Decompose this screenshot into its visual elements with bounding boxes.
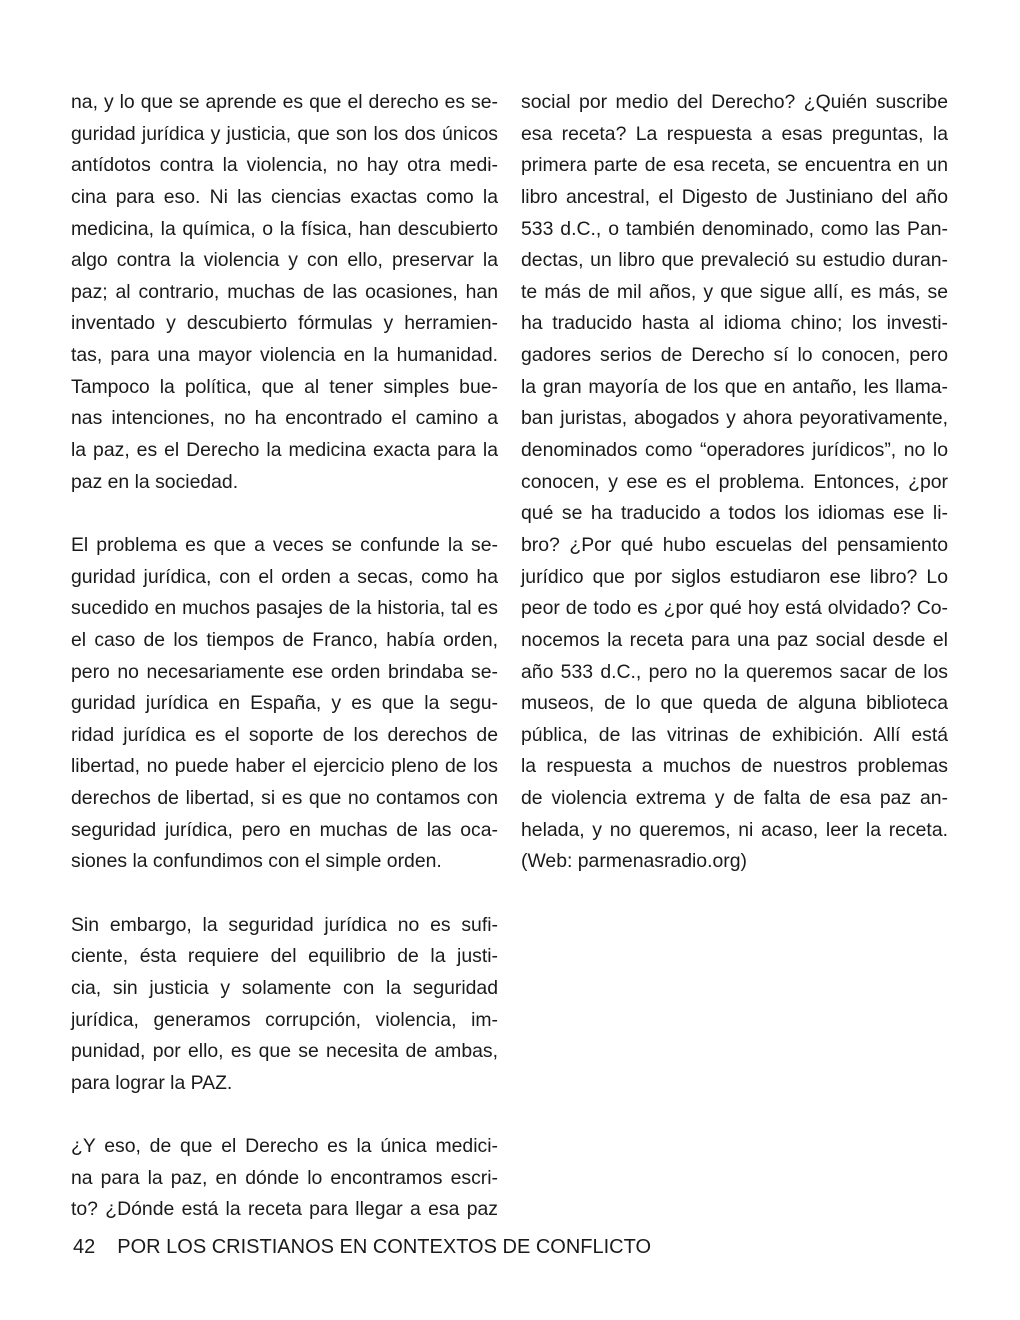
text-line: la respuesta a muchos de nuestros problemas	[521, 755, 948, 778]
text-line: inventado y descubierto fórmulas y herramien-	[71, 312, 498, 335]
text-line: nas intenciones, no ha encontrado el camino a	[71, 407, 498, 430]
text-line: guridad jurídica y justicia, que son los dos únicos	[71, 122, 498, 145]
text-line: ¿Y eso, de que el Derecho es la única medici-	[71, 1135, 498, 1158]
text-line: tas, para una mayor violencia en la humanidad.	[71, 344, 498, 367]
text-line: para lograr la PAZ.	[71, 1071, 233, 1094]
text-line: na para la paz, en dónde lo encontramos escri-	[71, 1166, 498, 1189]
text-line: guridad jurídica, con el orden a secas, como ha	[71, 565, 498, 588]
paragraph-gap	[71, 498, 498, 530]
text-line: nocemos la receta para una paz social desde el	[521, 628, 948, 651]
text-line: denominados como “operadores jurídicos”, no lo	[521, 439, 948, 462]
text-line: punidad, por ello, es que se necesita de ambas,	[71, 1040, 498, 1063]
text-line: año 533 d.C., pero no la queremos sacar de los	[521, 660, 948, 683]
text-line: ha traducido hasta al idioma chino; los investi-	[521, 312, 948, 335]
text-line: siones la confundimos con el simple orden.	[71, 850, 442, 873]
text-line: qué se ha traducido a todos los idiomas ese li-	[521, 502, 948, 525]
text-line: la gran mayoría de los que en antaño, les llama-	[521, 375, 948, 398]
text-line: cina para eso. Ni las ciencias exactas como la	[71, 185, 498, 208]
right-column	[521, 87, 948, 878]
text-line: algo contra la violencia y con ello, preservar la	[71, 249, 498, 272]
text-line: helada, y no queremos, ni acaso, leer la receta.	[521, 818, 948, 841]
text-line: bro? ¿Por qué hubo escuelas del pensamiento	[521, 533, 948, 556]
text-line: peor de todo es ¿por qué hoy está olvidado? Co-	[521, 597, 948, 620]
text-line: Tampoco la política, que al tener simples bue-	[71, 375, 498, 398]
page-number: 42	[73, 1236, 96, 1258]
text-line: libro ancestral, el Digesto de Justiniano del año	[521, 185, 948, 208]
text-line: pero no necesariamente ese orden brindaba se-	[71, 660, 498, 683]
text-line: la paz, es el Derecho la medicina exacta para la	[71, 439, 498, 462]
text-line: sucedido en muchos pasajes de la historia, tal es	[71, 597, 498, 620]
text-line: paz; al contrario, muchas de las ocasiones, han	[71, 280, 498, 303]
text-line: na, y lo que se aprende es que el derecho es se-	[71, 91, 498, 113]
text-line: medicina, la química, o la física, han descubierto	[71, 217, 498, 240]
text-line: social por medio del Derecho? ¿Quién suscribe	[521, 91, 948, 113]
text-line: (Web: parmenasradio.org)	[521, 850, 747, 873]
text-line: pública, de las vitrinas de exhibición. Allí está	[521, 723, 948, 746]
text-line: El problema es que a veces se confunde la se-	[71, 533, 498, 556]
text-line: dectas, un libro que prevaleció su estudio duran-	[521, 249, 948, 272]
text-line: jurídico que por siglos estudiaron ese libro? Lo	[521, 565, 948, 588]
text-line: el caso de los tiempos de Franco, había orden,	[71, 628, 498, 651]
text-line: paz en la sociedad.	[71, 470, 239, 493]
text-line: primera parte de esa receta, se encuentra en un	[521, 154, 948, 177]
text-line: gadores serios de Derecho sí lo conocen, pero	[521, 344, 948, 367]
left-column	[71, 87, 498, 1226]
text-line: ciente, ésta requiere del equilibrio de la justi-	[71, 945, 498, 968]
text-line: seguridad jurídica, pero en muchas de las oca-	[71, 818, 498, 841]
text-line: esa receta? La respuesta a esas preguntas, la	[521, 122, 948, 145]
text-line: ridad jurídica es el soporte de los derechos de	[71, 723, 498, 746]
paragraph-gap	[71, 1100, 498, 1132]
text-line: ban juristas, abogados y ahora peyorativamente,	[521, 407, 948, 430]
text-line: de violencia extrema y de falta de esa paz an-	[521, 787, 948, 810]
text-line: libertad, no puede haber el ejercicio pleno de los	[71, 755, 498, 778]
text-line: museos, de lo que queda de alguna biblioteca	[521, 692, 948, 715]
text-line: to? ¿Dónde está la receta para llegar a esa paz	[71, 1198, 498, 1221]
page-footer	[73, 1236, 651, 1259]
text-line: antídotos contra la violencia, no hay otra medi-	[71, 154, 498, 177]
text-line: 533 d.C., o también denominado, como las Pan-	[521, 217, 948, 240]
text-line: guridad jurídica en España, y es que la segu-	[71, 692, 498, 715]
text-line: te más de mil años, y que sigue allí, es más, se	[521, 280, 948, 303]
running-title: POR LOS CRISTIANOS EN CONTEXTOS DE CONFLICTO	[117, 1236, 652, 1258]
text-line: Sin embargo, la seguridad jurídica no es sufi-	[71, 913, 498, 936]
paragraph-gap	[71, 878, 498, 910]
text-line: jurídica, generamos corrupción, violencia, im-	[71, 1008, 498, 1031]
text-line: conocen, y ese es el problema. Entonces, ¿por	[521, 470, 948, 493]
text-line: derechos de libertad, si es que no contamos con	[71, 787, 498, 810]
text-line: cia, sin justicia y solamente con la seguridad	[71, 976, 498, 999]
